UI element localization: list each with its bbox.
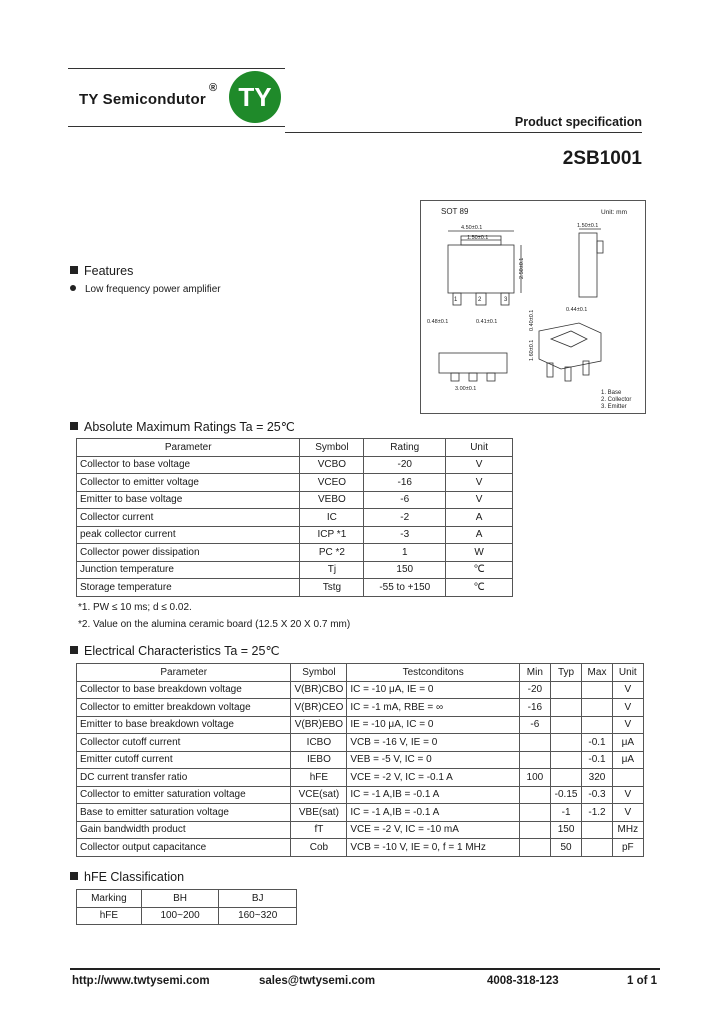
cell: Base to emitter saturation voltage <box>77 804 291 822</box>
cell: -1 <box>550 804 582 822</box>
cell: ℃ <box>446 579 513 597</box>
cell: IC = -1 A,IB = -0.1 A <box>347 786 520 804</box>
cell: Collector to base breakdown voltage <box>77 681 291 699</box>
pin-3-label: 3 <box>504 297 508 303</box>
col-header: Min <box>520 664 551 682</box>
package-outline-drawing <box>420 200 646 414</box>
cell: DC current transfer ratio <box>77 769 291 787</box>
cell <box>520 786 551 804</box>
col-header: Symbol <box>300 439 364 457</box>
table-row <box>77 734 644 752</box>
cell: Cob <box>291 839 347 857</box>
cell: 150 <box>364 561 446 579</box>
product-specification-label: Product specification <box>514 115 642 129</box>
registered-mark: ® <box>209 82 218 94</box>
cell: V <box>446 456 513 474</box>
cell: V <box>612 716 643 734</box>
hfe-table <box>76 889 297 925</box>
footnote-1: *1. PW ≤ 10 ms; d ≤ 0.02. <box>78 602 192 613</box>
cell: Collector to base voltage <box>77 456 300 474</box>
square-bullet-icon <box>70 646 78 654</box>
dim-thickness: 0.40±0.1 <box>529 309 535 331</box>
cell: -16 <box>520 699 551 717</box>
cell: -3 <box>364 526 446 544</box>
cell: -6 <box>520 716 551 734</box>
cell: V <box>612 786 643 804</box>
table-row <box>77 561 513 579</box>
part-number: 2SB1001 <box>562 148 642 169</box>
pin-2-label: 2 <box>478 297 482 303</box>
cell <box>612 769 643 787</box>
cell <box>550 769 582 787</box>
cell: A <box>446 509 513 527</box>
cell: V(BR)CEO <box>291 699 347 717</box>
col-header: Rating <box>364 439 446 457</box>
cell: VCE(sat) <box>291 786 347 804</box>
cell: IEBO <box>291 751 347 769</box>
table-row <box>77 474 513 492</box>
table-row <box>77 526 513 544</box>
cell: BH <box>141 890 219 908</box>
cell: Emitter to base breakdown voltage <box>77 716 291 734</box>
cell <box>520 839 551 857</box>
email-link[interactable]: sales@twtysemi.com <box>259 975 376 987</box>
cell <box>582 839 612 857</box>
cell: Collector cutoff current <box>77 734 291 752</box>
dim-width: 4.50±0.1 <box>461 225 483 231</box>
cell: Emitter to base voltage <box>77 491 300 509</box>
cell: -0.3 <box>582 786 612 804</box>
cell: V <box>446 491 513 509</box>
dim-pin-outer: 0.48±0.1 <box>427 319 449 325</box>
dim-body-height: 1.60±0.1 <box>529 339 535 361</box>
cell: -2 <box>364 509 446 527</box>
table-row <box>77 769 644 787</box>
cell <box>550 681 582 699</box>
table-row <box>77 890 297 908</box>
pin-legend-3: 3. Emitter <box>601 404 627 410</box>
col-header: Parameter <box>77 439 300 457</box>
cell <box>550 699 582 717</box>
cell: Collector to emitter voltage <box>77 474 300 492</box>
footer-rule <box>70 968 660 970</box>
cell <box>550 751 582 769</box>
cell: -20 <box>364 456 446 474</box>
cell: 1 <box>364 544 446 562</box>
table-row <box>77 786 644 804</box>
header-right-rule <box>285 132 642 133</box>
cell: fT <box>291 821 347 839</box>
dim-lead: 0.44±0.1 <box>566 307 588 313</box>
cell <box>582 716 612 734</box>
cell <box>520 734 551 752</box>
cell: -0.1 <box>582 734 612 752</box>
header-rule-top <box>68 68 285 69</box>
col-header: Typ <box>550 664 582 682</box>
cell: V(BR)EBO <box>291 716 347 734</box>
cell: VCB = -16 V, IE = 0 <box>347 734 520 752</box>
cell <box>520 804 551 822</box>
square-bullet-icon <box>70 266 78 274</box>
cell: 150 <box>550 821 582 839</box>
cell: -55 to +150 <box>364 579 446 597</box>
cell: IC <box>300 509 364 527</box>
cell <box>550 734 582 752</box>
table-row <box>77 751 644 769</box>
features-heading: Features <box>70 264 133 278</box>
table-row <box>77 544 513 562</box>
table-row <box>77 509 513 527</box>
cell: Marking <box>77 890 142 908</box>
table-row <box>77 699 644 717</box>
feature-item: Low frequency power amplifier <box>70 284 221 295</box>
square-bullet-icon <box>70 872 78 880</box>
cell: VBE(sat) <box>291 804 347 822</box>
cell: peak collector current <box>77 526 300 544</box>
col-header: Max <box>582 664 612 682</box>
cell: Junction temperature <box>77 561 300 579</box>
cell: IC = -1 A,IB = -0.1 A <box>347 804 520 822</box>
brand-name: TY Semicondutor <box>79 91 206 108</box>
cell: VCBO <box>300 456 364 474</box>
cell: V <box>612 804 643 822</box>
cell: Collector current <box>77 509 300 527</box>
table-row <box>77 716 644 734</box>
cell: ICBO <box>291 734 347 752</box>
cell: 50 <box>550 839 582 857</box>
pin-1-label: 1 <box>454 297 458 303</box>
cell: Collector output capacitance <box>77 839 291 857</box>
phone-number: 4008-318-123 <box>487 975 559 987</box>
cell <box>520 751 551 769</box>
cell: μA <box>612 751 643 769</box>
dim-pin-center: 0.41±0.1 <box>476 319 498 325</box>
square-bullet-icon <box>70 422 78 430</box>
table-row <box>77 821 644 839</box>
cell <box>520 821 551 839</box>
cell: -0.15 <box>550 786 582 804</box>
cell: ℃ <box>446 561 513 579</box>
hfe-heading: hFE Classification <box>70 870 184 884</box>
cell: IC = -1 mA, RBE = ∞ <box>347 699 520 717</box>
cell: -1.2 <box>582 804 612 822</box>
cell: VCE = -2 V, IC = -10 mA <box>347 821 520 839</box>
cell: -16 <box>364 474 446 492</box>
cell: Tstg <box>300 579 364 597</box>
cell: 160~320 <box>219 907 297 925</box>
cell: VEBO <box>300 491 364 509</box>
cell: PC *2 <box>300 544 364 562</box>
cell <box>550 716 582 734</box>
cell: ICP *1 <box>300 526 364 544</box>
table-row <box>77 456 513 474</box>
package-name: SOT 89 <box>441 207 469 216</box>
table-header-row <box>77 664 644 682</box>
footnote-2: *2. Value on the alumina ceramic board (12.5 X 20 X 0.7 mm) <box>78 619 351 630</box>
cell: -6 <box>364 491 446 509</box>
col-header: Symbol <box>291 664 347 682</box>
pin-legend-2: 2. Collector <box>601 397 632 403</box>
col-header: Unit <box>446 439 513 457</box>
cell: V <box>446 474 513 492</box>
dim-height: 2.50±0.1 <box>519 257 525 279</box>
col-header: Parameter <box>77 664 291 682</box>
cell: IC = -10 μA, IE = 0 <box>347 681 520 699</box>
cell: hFE <box>77 907 142 925</box>
elec-table <box>76 663 644 857</box>
dim-pitch: 3.00±0.1 <box>455 386 477 392</box>
cell: hFE <box>291 769 347 787</box>
cell: -20 <box>520 681 551 699</box>
cell: Collector to emitter saturation voltage <box>77 786 291 804</box>
cell: Collector power dissipation <box>77 544 300 562</box>
col-header: Testconditons <box>347 664 520 682</box>
elec-heading: Electrical Characteristics Ta = 25℃ <box>70 643 279 658</box>
table-row <box>77 681 644 699</box>
cell: W <box>446 544 513 562</box>
header-rule-bottom <box>68 126 285 127</box>
cell: V(BR)CBO <box>291 681 347 699</box>
cell: Gain bandwidth product <box>77 821 291 839</box>
cell: BJ <box>219 890 297 908</box>
cell: -0.1 <box>582 751 612 769</box>
table-row <box>77 907 297 925</box>
cell: VCE = -2 V, IC = -0.1 A <box>347 769 520 787</box>
cell: 320 <box>582 769 612 787</box>
cell: IE = -10 μA, IC = 0 <box>347 716 520 734</box>
cell: V <box>612 699 643 717</box>
abs-max-table <box>76 438 513 597</box>
cell <box>582 681 612 699</box>
cell: VCB = -10 V, IE = 0, f = 1 MHz <box>347 839 520 857</box>
table-row <box>77 491 513 509</box>
ty-logo: TY <box>229 71 281 123</box>
cell: 100~200 <box>141 907 219 925</box>
table-header-row <box>77 439 513 457</box>
cell: pF <box>612 839 643 857</box>
page-number: 1 of 1 <box>627 975 658 987</box>
cell: Storage temperature <box>77 579 300 597</box>
cell: Tj <box>300 561 364 579</box>
pin-legend-1: 1. Base <box>601 390 622 396</box>
cell <box>582 699 612 717</box>
cell: Collector to emitter breakdown voltage <box>77 699 291 717</box>
cell: μA <box>612 734 643 752</box>
table-row <box>77 579 513 597</box>
cell: Emitter cutoff current <box>77 751 291 769</box>
cell <box>582 821 612 839</box>
cell: VCEO <box>300 474 364 492</box>
bullet-icon <box>70 285 76 291</box>
cell: A <box>446 526 513 544</box>
cell: VEB = -5 V, IC = 0 <box>347 751 520 769</box>
website-link[interactable]: http://www.twtysemi.com <box>72 975 210 987</box>
dim-tab: 1.50±0.1 <box>467 235 489 241</box>
abs-max-heading: Absolute Maximum Ratings Ta = 25℃ <box>70 419 295 434</box>
cell: MHz <box>612 821 643 839</box>
col-header: Unit <box>612 664 643 682</box>
table-row <box>77 804 644 822</box>
dim-side-width: 1.50±0.1 <box>577 223 599 229</box>
package-unit: Unit: mm <box>601 209 627 216</box>
table-row <box>77 839 644 857</box>
cell: 100 <box>520 769 551 787</box>
cell: V <box>612 681 643 699</box>
